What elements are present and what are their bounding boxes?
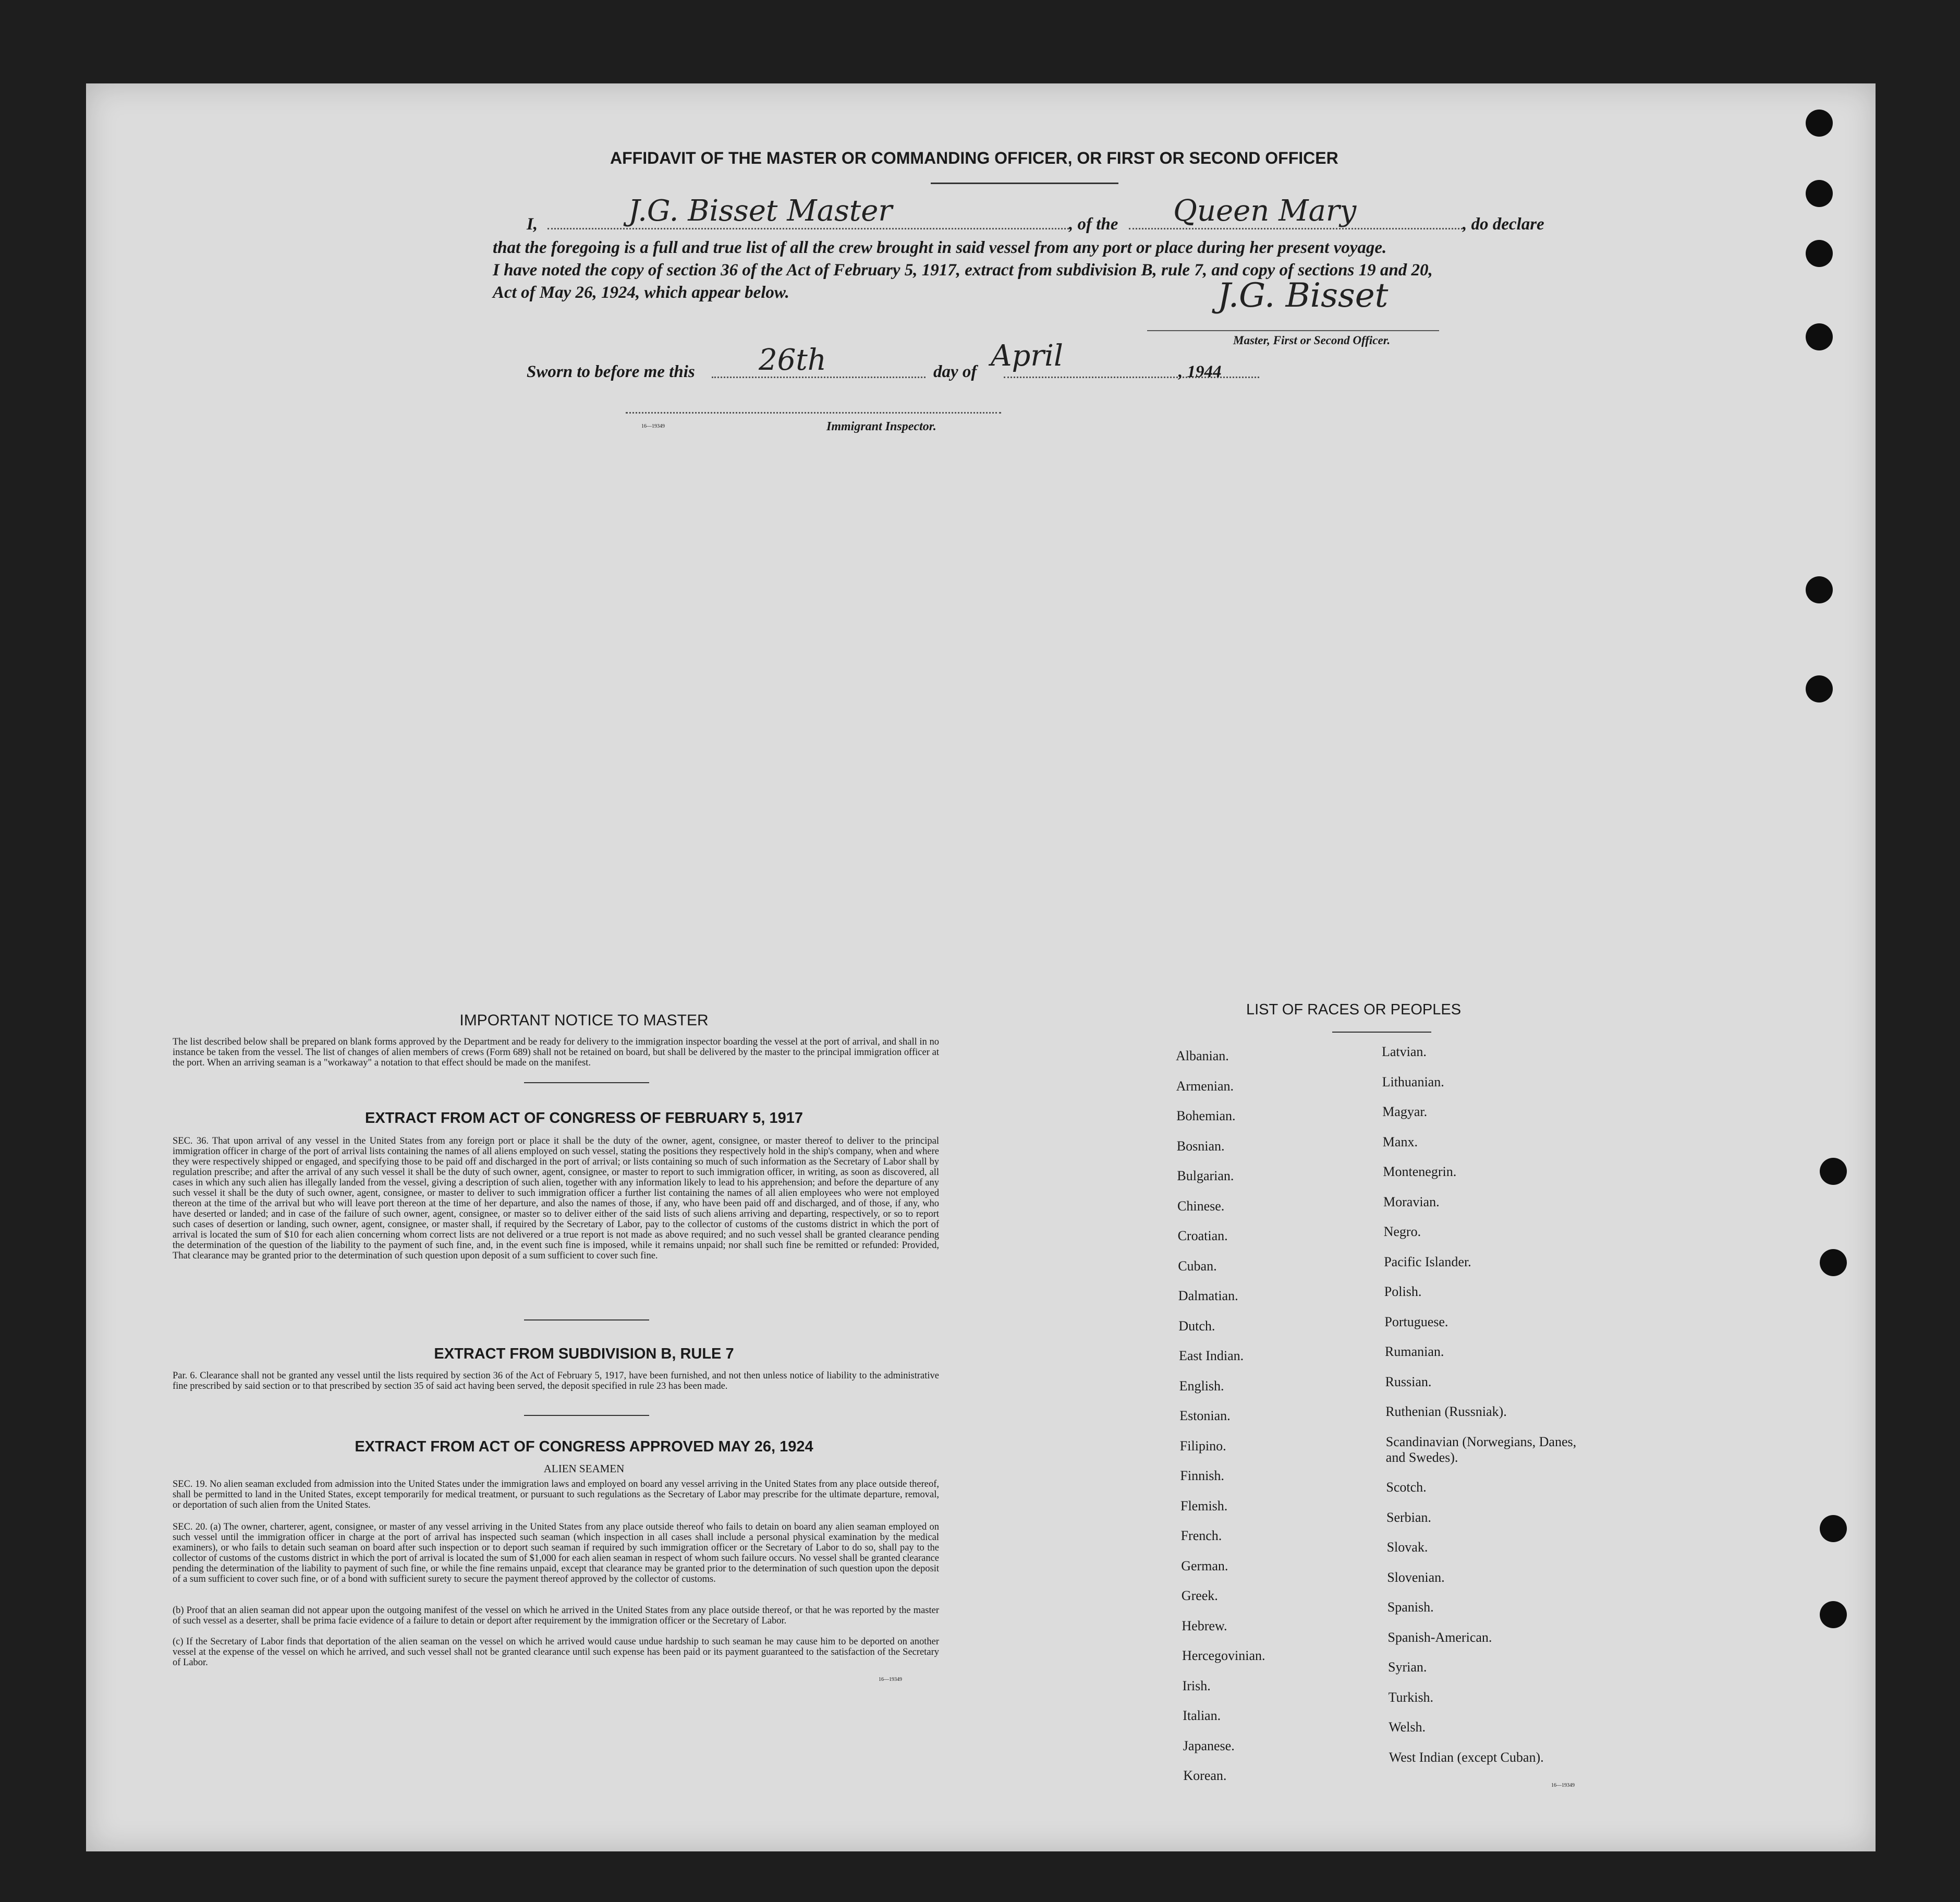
race-item: Manx. (1382, 1134, 1418, 1149)
race-item: Croatian. (1177, 1228, 1228, 1243)
race-item: Scotch. (1386, 1480, 1427, 1495)
race-item: Magyar. (1382, 1104, 1428, 1119)
race-item: Spanish-American. (1387, 1629, 1492, 1645)
extract-1917-rule (524, 1319, 649, 1321)
signature-rule (1147, 330, 1439, 331)
sec20a-body: SEC. 20. (a) The owner, charterer, agent, consignee, or master of any vessel arriving in the United States from any place outside thereof who fails to detain on board any alien seaman employed on such vessel until the immigration officer in charge at the port of arrival has inspected such seaman (which inspection in all cases shall include a personal physical examination by the medical examiners), or who fails to detain such seaman on board after such inspection or to deport such seaman if required by such immigration officer or the Secretary of Labor to do so, shall pay to the collector of customs of the customs district in which the port of arrival is located the sum of $1,000 for each alien seaman in respect of whom such failure occurs. No vessel shall be granted clearance pending the determination of the liability to payment of such fine, or while the fine remains unpaid, except that clearance may be granted prior to the determination of such question upon the deposit of a sum sufficient to cover such fine, or of a bond with sufficient surety to secure the payment thereof approved by the collector of customs. (173, 1522, 939, 1584)
race-item: Bulgarian. (1177, 1168, 1234, 1183)
day-of-text: day of (933, 362, 977, 381)
rule7-body: Par. 6. Clearance shall not be granted any vessel until the lists required by section 36 of the Act of February 5, 1917, have been furnished, and not then unless notice of liability to the administrative fine prescribed by said section or to that prescribed by section 35 of said act having been served, the deposit specified in rule 23 has been made. (173, 1371, 939, 1391)
rule7-title: EXTRACT FROM SUBDIVISION B, RULE 7 (434, 1346, 734, 1362)
race-item: Welsh. (1389, 1719, 1426, 1735)
punch-hole (1820, 1158, 1847, 1185)
race-item: German. (1181, 1558, 1228, 1573)
punch-hole (1806, 576, 1833, 603)
race-item: Bohemian. (1176, 1108, 1236, 1123)
race-item: Serbian. (1386, 1509, 1431, 1525)
race-item: Lithuanian. (1382, 1074, 1444, 1089)
inspector-caption: Immigrant Inspector. (826, 420, 936, 433)
race-item: Chinese. (1177, 1198, 1225, 1214)
race-item: Irish. (1182, 1678, 1211, 1693)
races-title: LIST OF RACES OR PEOPLES (1246, 1001, 1462, 1018)
form-number-top: 16—19349 (641, 423, 665, 429)
punch-hole (1820, 1249, 1847, 1276)
alien-seamen-subtitle: ALIEN SEAMEN (543, 1462, 625, 1475)
race-item: Montenegrin. (1383, 1164, 1457, 1179)
punch-hole (1806, 180, 1833, 207)
extract-1917-title: EXTRACT FROM ACT OF CONGRESS OF FEBRUARY 5, 1917 (364, 1110, 804, 1126)
notice-body: The list described below shall be prepared on blank forms approved by the Department and be ready for delivery to the immigration inspector boarding the vessel at the port of arrival, and shall in no instance be taken from the vessel. The list of changes of alien members of crews (Form 689) shall not be retained on board, but shall be delivered by the master to the principal immigration officer at the port. When an arriving seaman is a "workaway" a notation to that effect should be made on the manifest. (173, 1037, 939, 1068)
notice-rule (524, 1082, 649, 1083)
master-name-handwriting: J.G. Bisset Master (628, 194, 893, 228)
title-rule (931, 183, 1118, 184)
race-item: Slovak. (1386, 1540, 1428, 1555)
sworn-prefix: Sworn to before me this (527, 362, 695, 381)
race-item: Portuguese. (1384, 1314, 1448, 1329)
affidavit-line1-mid: , of the (1069, 215, 1118, 234)
rule7-rule (524, 1415, 649, 1416)
affidavit-line3: I have noted the copy of section 36 of the Act of February 5, 1917, extract from subdivision B, rule 7, and copy of sections 19 and 20, (493, 261, 1433, 280)
race-item: Flemish. (1180, 1498, 1228, 1513)
punch-hole (1820, 1515, 1847, 1542)
punch-hole (1806, 240, 1833, 267)
signature-caption: Master, First or Second Officer. (1233, 334, 1391, 347)
race-item: Hercegovinian. (1182, 1648, 1265, 1663)
race-item: Rumanian. (1385, 1344, 1444, 1359)
race-item: Filipino. (1179, 1438, 1226, 1453)
race-item: Finnish. (1180, 1468, 1224, 1483)
race-item: Greek. (1181, 1588, 1218, 1603)
affidavit-line1-prefix: I, (527, 215, 538, 234)
inspector-line (626, 412, 1001, 414)
month-handwriting: April (991, 339, 1063, 373)
vessel-name-line (1129, 228, 1463, 229)
day-handwriting: 26th (759, 343, 826, 377)
race-item: Moravian. (1383, 1194, 1440, 1209)
extract-1924-title: EXTRACT FROM ACT OF CONGRESS APPROVED MAY 26, 1924 (355, 1438, 813, 1455)
race-item: Hebrew. (1182, 1618, 1227, 1633)
race-item: Syrian. (1388, 1659, 1427, 1675)
races-rule (1332, 1032, 1431, 1033)
notice-title: IMPORTANT NOTICE TO MASTER (459, 1012, 709, 1029)
punch-hole (1806, 110, 1833, 137)
form-number-races: 16—19349 (1551, 1783, 1575, 1788)
race-item: West Indian (except Cuban). (1389, 1749, 1544, 1765)
sec19-body: SEC. 19. No alien seaman excluded from admission into the United States under the immigration laws and employed on board any vessel arriving in the United States from any place outside thereof, shall be permitted to land in the United States, except temporarily for medical treatment, or pursuant to such regulations as the Secretary of Labor may prescribe for the ultimate departure, removal, or deportation of such alien from the United States. (173, 1479, 939, 1510)
race-item: Ruthenian (Russniak). (1385, 1404, 1507, 1419)
race-item: Latvian. (1382, 1044, 1427, 1059)
affidavit-title: AFFIDAVIT OF THE MASTER OR COMMANDING OFFICER, OR FIRST OR SECOND OFFICER (610, 149, 1338, 167)
race-item: Cuban. (1178, 1258, 1217, 1274)
race-item: Negro. (1383, 1224, 1421, 1239)
race-item: English. (1179, 1378, 1224, 1394)
master-signature: J.G. Bisset (1218, 276, 1389, 315)
race-item: Dutch. (1178, 1318, 1215, 1334)
race-item: Spanish. (1387, 1600, 1434, 1615)
race-item: Albanian. (1176, 1048, 1229, 1063)
document-page (86, 83, 1876, 1851)
punch-hole (1806, 323, 1833, 350)
sec20b-body: (b) Proof that an alien seaman did not appear upon the outgoing manifest of the vessel on which he arrived in the United States from any place outside thereof, or that he was reported by the master of such vessel as a deserter, shall be prima facie evidence of a failure to detain or deport after requirement by the immigration officer or the Secretary of Labor. (173, 1605, 939, 1626)
race-item: Dalmatian. (1178, 1288, 1238, 1303)
race-item: Armenian. (1176, 1078, 1234, 1094)
vessel-name-handwriting: Queen Mary (1173, 194, 1357, 228)
race-item: Korean. (1183, 1768, 1227, 1783)
race-item: Turkish. (1388, 1689, 1434, 1705)
affidavit-line4: Act of May 26, 1924, which appear below. (493, 283, 789, 302)
race-item: Russian. (1385, 1374, 1432, 1389)
race-item: Pacific Islander. (1384, 1254, 1471, 1269)
extract-1917-body: SEC. 36. That upon arrival of any vessel in the United States from any foreign port or place it shall be the duty of the owner, agent, consignee, or master thereof to deliver to the principal immigration officer in charge of the port of arrival lists containing the names of all aliens employed on such vessel, stating the positions they respectively hold in the ship's company, when and where they were respectively shipped or engaged, and specifying those to be paid off and discharged in the port of arrival; or lists containing so much of such information as the Secretary of Labor shall by regulation prescribe; and after the arrival of any such vessel it shall be the duty of such owner, agent, consignee, or master to report to such immigration officer, in writing, as soon as discovered, all cases in which any such alien has illegally landed from the vessel, giving a description of such alien, together with any information likely to lead to his apprehension; and before the departure of any such vessel it shall be the duty of such owner, agent, consignee, or master to deliver to such immigration officer a further list containing the names of all alien employees who were not employed thereon at the time of the arrival but who will leave port thereon at the time of her departure, and also the names of those, if any, who have been paid off and discharged, and of those, if any, who have deserted or landed; and in case of the failure of such owner, agent, consignee, or master so to deliver either of the said lists of such aliens arriving and departing, respectively, or so to report such cases of desertion or landing, such owner, agent, consignee, or master shall, if required by the Secretary of Labor, pay to the collector of customs of the customs district in which the port of arrival is located the sum of $10 for each alien concerning whom correct lists are not delivered or a true report is not made as above required; and no such vessel shall be granted clearance pending the determination of the question of the liability to the payment of such fine, and, in the event such fine is imposed, while it remains unpaid; nor shall such fine be remitted or refunded: Provided, That clearance may be granted prior to the determination of such question upon deposit of a sum sufficient to cover such fine. (173, 1136, 939, 1261)
race-item: Italian. (1183, 1708, 1221, 1723)
year-text: , 1944 (1178, 362, 1222, 381)
race-item: Polish. (1384, 1284, 1422, 1299)
punch-hole (1806, 675, 1833, 702)
race-item: Japanese. (1183, 1738, 1235, 1753)
race-item: Slovenian. (1387, 1569, 1445, 1585)
race-item: Estonian. (1179, 1408, 1231, 1423)
race-item: East Indian. (1179, 1348, 1244, 1363)
race-item: French. (1180, 1528, 1222, 1543)
punch-hole (1820, 1601, 1847, 1628)
affidavit-line1-suffix: , do declare (1463, 215, 1544, 234)
race-item: Bosnian. (1176, 1138, 1225, 1154)
form-number-bottom-left: 16—19349 (879, 1677, 902, 1682)
master-name-line (547, 228, 1069, 229)
affidavit-line2: that the foregoing is a full and true list of all the crew brought in said vessel from any port or place during her present voyage. (493, 238, 1387, 257)
race-item: Scandinavian (Norwegians, Danes, and Swedes). (1385, 1434, 1577, 1465)
sec20c-body: (c) If the Secretary of Labor finds that deportation of the alien seaman on the vessel on which he arrived would cause undue hardship to such seaman he may cause him to be deported on another vessel at the expense of the vessel on which he arrived, and such vessel shall not be granted clearance until such expense has been paid or its payment guaranteed to the satisfaction of the Secretary of Labor. (173, 1637, 939, 1668)
